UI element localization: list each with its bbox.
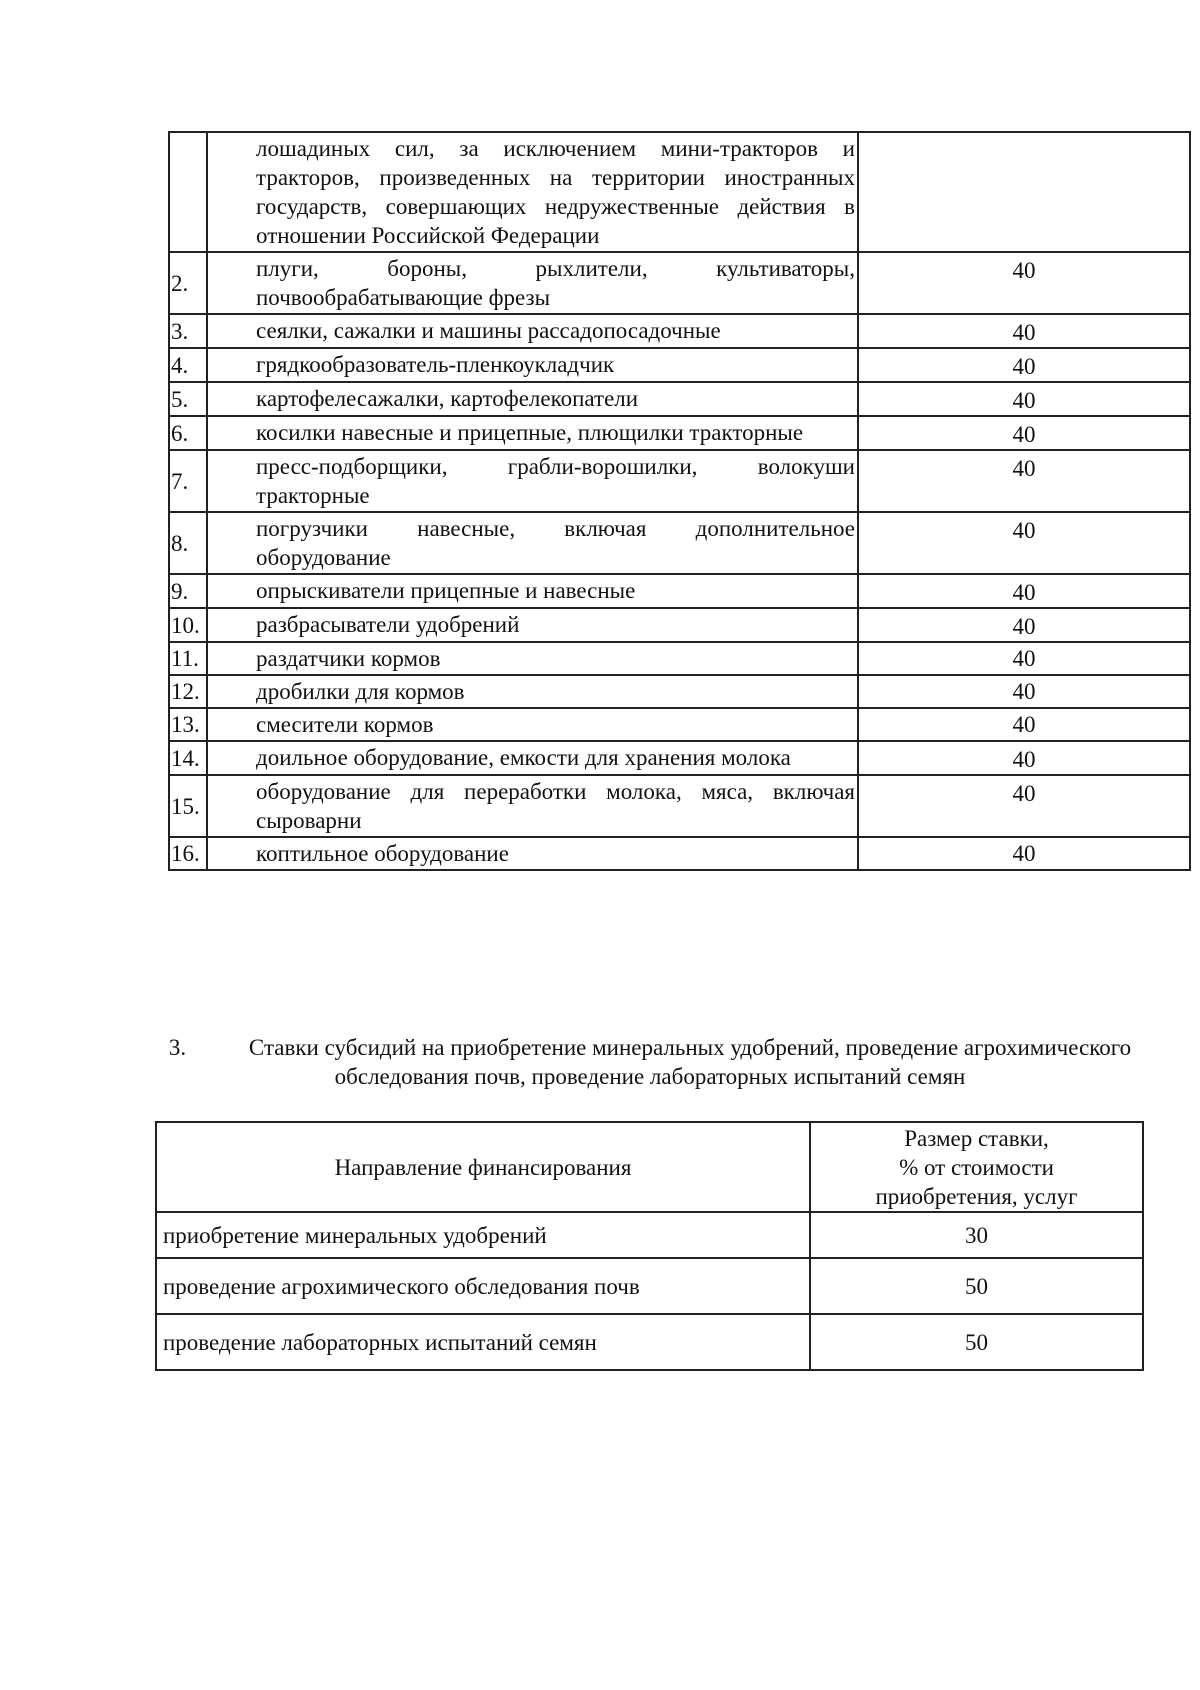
section-heading <box>155 1033 1145 1091</box>
row-rate: 40 <box>858 741 1190 775</box>
row-number: 16. <box>169 837 207 870</box>
table-row <box>156 1258 1143 1314</box>
row-number: 11. <box>169 642 207 675</box>
row-rate: 40 <box>858 512 1190 574</box>
row-rate <box>858 132 1190 252</box>
column-header-direction: Направление финансирования <box>156 1122 810 1212</box>
row-description: косилки навесные и прицепные, плющилки тракторные <box>207 416 858 450</box>
row-rate: 40 <box>858 450 1190 512</box>
table-row <box>156 1212 1143 1258</box>
table-row <box>156 1314 1143 1370</box>
row-number: 12. <box>169 675 207 708</box>
rate-header-line: % от стоимости <box>899 1154 1054 1180</box>
row-rate: 40 <box>858 775 1190 837</box>
row-description: погрузчики навесные, включая дополнительное оборудование <box>207 512 858 574</box>
table-header-row <box>156 1122 1143 1212</box>
row-rate: 40 <box>858 416 1190 450</box>
row-number: 2. <box>169 252 207 314</box>
row-description: лошадиных сил, за исключением мини-тракторов и тракторов, произведенных на территории иностранных государств, совершающих недружественные действия в отношении Российской Федерации <box>207 132 858 252</box>
row-description: пресс-подборщики, грабли-ворошилки, волокуши тракторные <box>207 450 858 512</box>
equipment-rates-table <box>168 131 1191 871</box>
row-label: приобретение минеральных удобрений <box>156 1212 810 1258</box>
row-number: 9. <box>169 574 207 608</box>
section-title-text: Ставки субсидий на приобретение минеральных удобрений, проведение агрохимического обследования почв, проведение лабораторных испытаний семян <box>248 1035 1132 1089</box>
row-description: оборудование для переработки молока, мяса, включая сыроварни <box>207 775 858 837</box>
rate-header-line: приобретения, услуг <box>875 1183 1078 1209</box>
row-label: проведение лабораторных испытаний семян <box>156 1314 810 1370</box>
row-rate: 50 <box>810 1314 1143 1370</box>
row-rate: 40 <box>858 314 1190 348</box>
row-label: проведение агрохимического обследования почв <box>156 1258 810 1314</box>
row-number: 5. <box>169 382 207 416</box>
table-row <box>169 348 1190 382</box>
table-row <box>169 642 1190 675</box>
rate-header-line: Размер ставки, <box>904 1125 1049 1151</box>
row-description: раздатчики кормов <box>207 642 858 675</box>
row-description: смесители кормов <box>207 708 858 741</box>
row-description: доильное оборудование, емкости для хранения молока <box>207 741 858 775</box>
row-rate: 40 <box>858 708 1190 741</box>
table-row <box>169 450 1190 512</box>
fertilizer-rates-table <box>155 1121 1144 1371</box>
row-description: грядкообразователь-пленкоукладчик <box>207 348 858 382</box>
section-number: 3. <box>168 1035 187 1060</box>
row-rate: 40 <box>858 675 1190 708</box>
row-rate: 50 <box>810 1258 1143 1314</box>
table-row <box>169 837 1190 870</box>
row-rate: 40 <box>858 608 1190 642</box>
row-number: 3. <box>169 314 207 348</box>
table-row <box>169 132 1190 252</box>
row-number: 7. <box>169 450 207 512</box>
row-number <box>169 132 207 252</box>
table-row <box>169 252 1190 314</box>
row-number: 6. <box>169 416 207 450</box>
table-row <box>169 382 1190 416</box>
row-rate: 40 <box>858 252 1190 314</box>
table-row <box>169 675 1190 708</box>
row-description: картофелесажалки, картофелекопатели <box>207 382 858 416</box>
table-row <box>169 574 1190 608</box>
row-description: разбрасыватели удобрений <box>207 608 858 642</box>
row-rate: 40 <box>858 382 1190 416</box>
row-number: 13. <box>169 708 207 741</box>
row-description: плуги, бороны, рыхлители, культиваторы, почвообрабатывающие фрезы <box>207 252 858 314</box>
table-row <box>169 775 1190 837</box>
table-row <box>169 512 1190 574</box>
row-number: 4. <box>169 348 207 382</box>
row-rate: 40 <box>858 574 1190 608</box>
row-number: 10. <box>169 608 207 642</box>
row-description: опрыскиватели прицепные и навесные <box>207 574 858 608</box>
row-description: дробилки для кормов <box>207 675 858 708</box>
table-row <box>169 608 1190 642</box>
column-header-rate <box>810 1122 1143 1212</box>
table-row <box>169 416 1190 450</box>
row-number: 8. <box>169 512 207 574</box>
row-number: 14. <box>169 741 207 775</box>
row-rate: 40 <box>858 837 1190 870</box>
row-description: коптильное оборудование <box>207 837 858 870</box>
row-number: 15. <box>169 775 207 837</box>
row-rate: 40 <box>858 642 1190 675</box>
table-row <box>169 741 1190 775</box>
row-description: сеялки, сажалки и машины рассадопосадочные <box>207 314 858 348</box>
row-rate: 40 <box>858 348 1190 382</box>
table-row <box>169 708 1190 741</box>
table-row <box>169 314 1190 348</box>
row-rate: 30 <box>810 1212 1143 1258</box>
